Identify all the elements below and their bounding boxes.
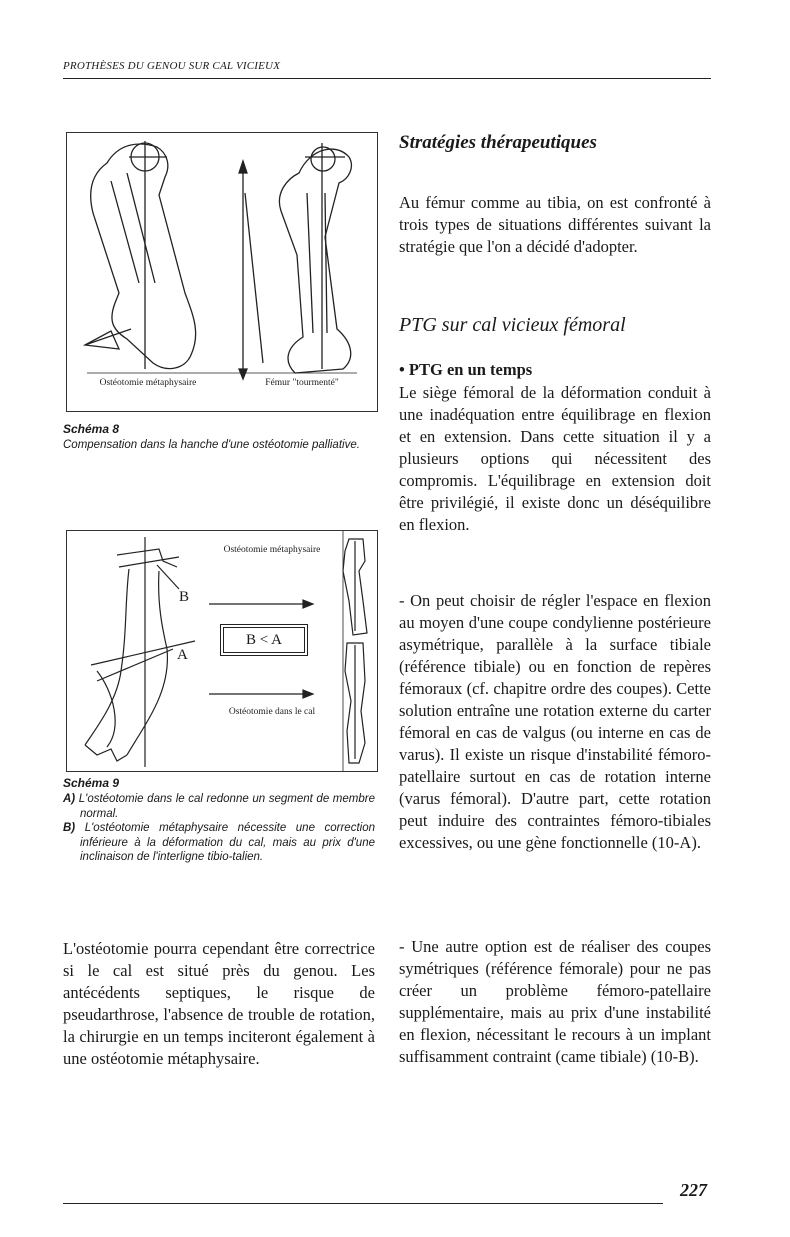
- header-rule: [63, 78, 711, 79]
- page-number: 227: [680, 1180, 707, 1200]
- intro-paragraph: Au fémur comme au tibia, on est confronté à trois types de situations différentes suivant la stratégie que l'on a décidé d'adopter.: [399, 193, 711, 256]
- paragraph-1: Le siège fémoral de la déformation conduit à une inadéquation entre équilibrage en flexion et en extension. Dans cette situation il y a plusieurs options qui nécessitent des compromis. L'équilibrage en extension doit être privilégié, il existe donc un déséquilibre en flexion.: [399, 383, 711, 534]
- figure-9-caption-title: Schéma 9: [63, 776, 120, 790]
- figure-8: [66, 132, 378, 412]
- caption-item-marker: B): [63, 822, 76, 834]
- running-head: PROTHÈSES DU GENOU SUR CAL VICIEUX: [63, 60, 281, 72]
- caption-item-text: L'ostéotomie métaphysaire nécessite une correction inférieure à la déformation du cal, mais au prix d'une inclinaison de l'interligne tibio-talien.: [80, 822, 375, 863]
- bullet-heading: • PTG en un temps: [399, 360, 533, 379]
- figure-9: [66, 530, 378, 772]
- figure-8-drawing: [67, 133, 377, 411]
- footer-rule: [63, 1203, 663, 1204]
- figure-9-caption-item: [63, 792, 375, 821]
- figure-9-letter-a: A: [177, 647, 188, 663]
- figure-9-label-top: Ostéotomie métaphysaire: [223, 545, 321, 555]
- figure-8-label-left: Ostéotomie métaphysaire: [99, 378, 197, 388]
- figure-9-caption-list: [63, 792, 375, 865]
- heading-strategies: Stratégies thérapeutiques: [399, 132, 597, 153]
- figure-9-caption-item: [63, 821, 375, 865]
- figure-9-letter-b: B: [179, 589, 190, 605]
- subheading-ptg: PTG sur cal vicieux fémoral: [399, 314, 626, 336]
- paragraph-3: - Une autre option est de réaliser des coupes symétriques (référence fémorale) pour ne pas créer un problème fémoro-patellaire supplémentaire, mais au prix d'une instabilité en flexion, nécessitant le recours à un implant suffisamment contraint (came tibiale) (10-B).: [399, 937, 711, 1066]
- figure-9-label-bottom: Ostéotomie dans le cal: [228, 707, 316, 717]
- left-paragraph: L'ostéotomie pourra cependant être correctrice si le cal est situé près du genou. Les antécédents septiques, le risque de pseudarthrose, l'absence de trouble de rotation, la chirurgie en un temps inciteront également à une ostéotomie métaphysaire.: [63, 939, 375, 1068]
- figure-9-box-text: B < A: [246, 632, 282, 648]
- paragraph-2: - On peut choisir de régler l'espace en flexion au moyen d'une coupe condylienne postérieure asymétrique, parallèle à la surface tibiale (référence tibiale) ou en fonction de repères fémoraux (cf. chapitre ordre des coupes). Cette solution entraîne une rotation externe du carter fémoral en cas de valgus (ou interne en cas de varus). Il existe un risque d'instabilité fémoro-patellaire surtout en cas de rotation interne (varus fémoral). D'autre part, cette rotation peut induire des contraintes fémoro-tibiales excessives, ou une gène fonctionnelle (10-A).: [399, 591, 711, 852]
- caption-item-marker: A): [63, 793, 76, 805]
- figure-9-drawing: [67, 531, 377, 771]
- figure-9-box: [223, 627, 305, 653]
- figure-8-caption-text: Compensation dans la hanche d'une ostéotomie palliative.: [63, 439, 360, 451]
- figure-8-label-right: Fémur "tourmenté": [265, 378, 339, 388]
- figure-8-caption-title: Schéma 8: [63, 422, 120, 436]
- caption-item-text: L'ostéotomie dans le cal redonne un segment de membre normal.: [78, 793, 375, 820]
